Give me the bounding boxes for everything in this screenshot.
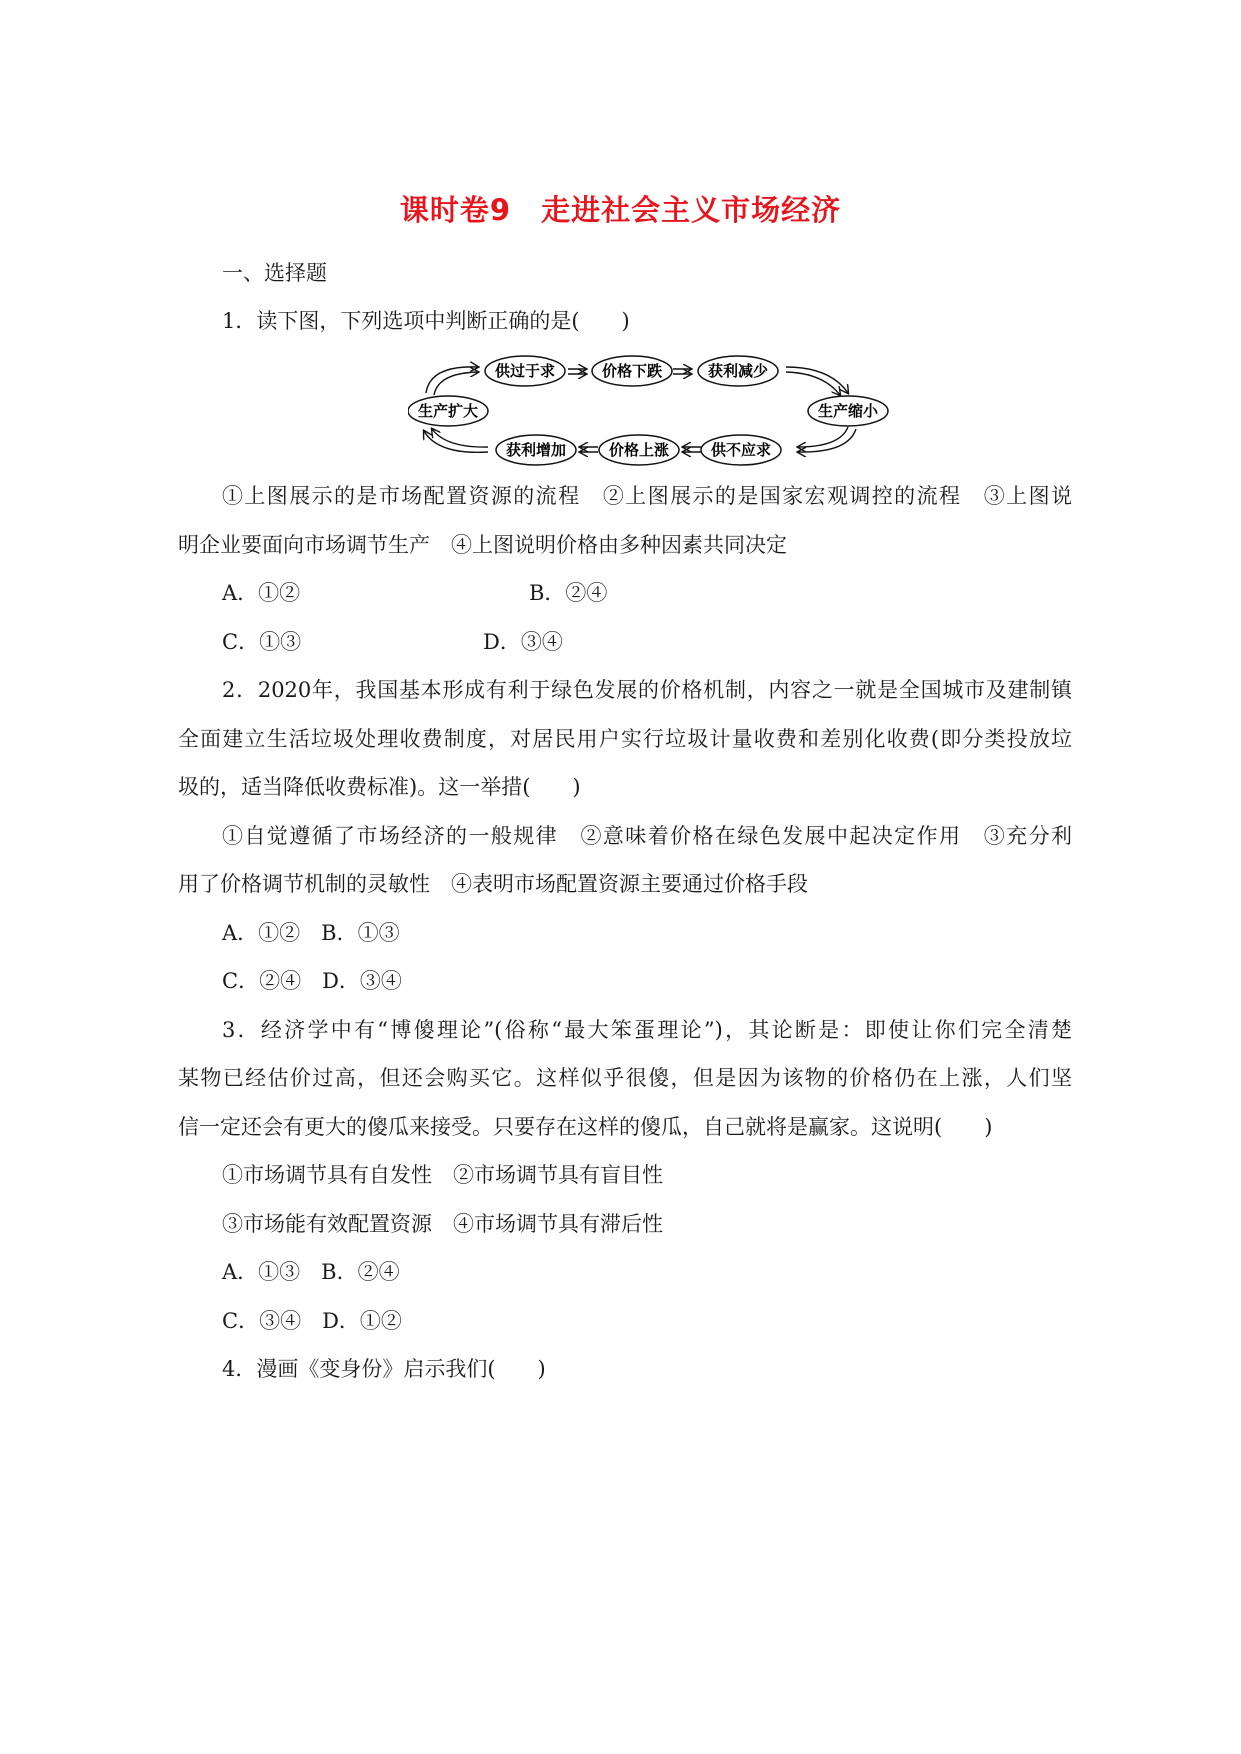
svg-text:生产扩大: 生产扩大 — [417, 402, 479, 420]
svg-text:获利减少: 获利减少 — [707, 362, 769, 380]
q3-options-line1: A．①③ B．②④ — [222, 1260, 400, 1284]
q1-option-c: C．①③ — [222, 630, 302, 654]
q1-statements-line2: 明企业要面向市场调节生产 ④上图说明价格由多种因素共同决定 — [178, 533, 787, 557]
svg-text:供过于求: 供过于求 — [494, 362, 556, 380]
q3-options-line2: C．③④ D．①② — [222, 1309, 402, 1333]
q2-statements-line1: ①自觉遵循了市场经济的一般规律 ②意味着价格在绿色发展中起决定作用 ③充分利 — [222, 824, 1072, 848]
arrow-bottom-1 — [683, 447, 701, 452]
node-production-expands — [408, 396, 488, 426]
q2-options-line1: A．①② B．①③ — [222, 921, 400, 945]
arrow-top-1 — [568, 369, 586, 374]
q3-statements-line1: ①市场调节具有自发性 ②市场调节具有盲目性 — [222, 1163, 663, 1187]
q2-stem-line3: 圾的，适当降低收费标准)。这一举措( ) — [178, 775, 581, 799]
arrow-curve-bottomleft — [424, 429, 488, 452]
q1-option-a: A．①② — [222, 581, 301, 605]
svg-text:获利增加: 获利增加 — [505, 441, 567, 459]
svg-text:价格下跌: 价格下跌 — [601, 362, 663, 380]
q3-stem-line3: 信一定还会有更大的傻瓜来接受。只要存在这样的傻瓜，自己就将是赢家。这说明( ) — [178, 1115, 993, 1139]
node-profit-increases — [496, 435, 576, 465]
q2-statements-line2: 用了价格调节机制的灵敏性 ④表明市场配置资源主要通过价格手段 — [178, 872, 808, 896]
node-supply-exceeds-demand — [485, 356, 565, 386]
node-demand-exceeds-supply — [701, 435, 781, 465]
arrow-top-2 — [673, 369, 691, 374]
page-title: 课时卷9 走进社会主义市场经济 — [399, 193, 842, 227]
q2-stem-line2: 全面建立生活垃圾处理收费制度，对居民用户实行垃圾计量收费和差别化收费(即分类投放垃 — [178, 727, 1072, 751]
arrow-curve-topleft — [426, 367, 478, 395]
q3-statements-line2: ③市场能有效配置资源 ④市场调节具有滞后性 — [222, 1212, 663, 1236]
q3-stem-line1: 3．经济学中有“博傻理论”(俗称“最大笨蛋理论”)，其论断是：即使让你们完全清楚 — [222, 1018, 1072, 1042]
q1-option-d: D．③④ — [483, 630, 563, 654]
svg-text:价格上涨: 价格上涨 — [608, 441, 670, 459]
arrow-bottom-2 — [580, 447, 598, 452]
section-heading: 一、选择题 — [222, 261, 327, 285]
node-profit-decreases — [698, 356, 778, 386]
q3-stem-line2: 某物已经估价过高，但还会购买它。这样似乎很傻，但是因为该物的价格仍在上涨，人们坚 — [178, 1066, 1072, 1090]
svg-text:供不应求: 供不应求 — [710, 441, 772, 459]
node-production-shrinks — [808, 396, 888, 426]
node-price-falls — [592, 356, 672, 386]
node-price-rises — [599, 435, 679, 465]
svg-text:生产缩小: 生产缩小 — [817, 402, 879, 420]
q2-options-line2: C．②④ D．③④ — [222, 969, 402, 993]
q2-stem-line1: 2．2020年，我国基本形成有利于绿色发展的价格机制，内容之一就是全国城市及建制镇 — [222, 678, 1072, 702]
market-cycle-diagram — [408, 353, 892, 471]
arrow-curve-topright — [786, 367, 848, 395]
q1-option-b: B．②④ — [529, 581, 608, 605]
arrow-curve-bottomright — [798, 427, 856, 452]
q4-stem: 4．漫画《变身份》启示我们( ) — [222, 1357, 546, 1381]
q1-statements-line1: ①上图展示的是市场配置资源的流程 ②上图展示的是国家宏观调控的流程 ③上图说 — [222, 484, 1072, 508]
q1-stem: 1．读下图，下列选项中判断正确的是( ) — [222, 309, 630, 333]
